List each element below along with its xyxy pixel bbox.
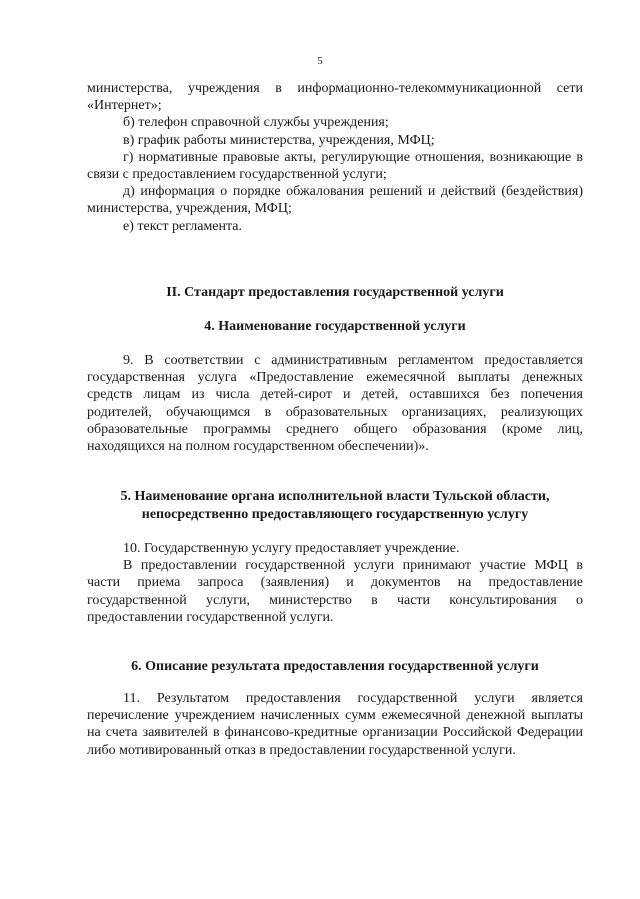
subsection-6-heading-wrap (87, 658, 583, 676)
list-item-v: в) график работы министерства, учреждения, МФЦ; (123, 132, 435, 148)
subsection-6-body (87, 690, 583, 759)
subsection-heading-6: 6. Описание результата предоставления государственной услуги (131, 659, 539, 674)
list-item-d: д) информация о порядке обжалования решений и действий (бездействия) министерства, учреждения, МФЦ; (87, 184, 583, 217)
subsection-heading-5-line1: 5. Наименование органа исполнительной власти Тульской области, (120, 489, 550, 504)
list-item-b: б) телефон справочной службы учреждения; (123, 115, 389, 131)
subsection-heading-5-line2: непосредственно предоставляющего государственную услугу (141, 507, 529, 522)
paragraph-10: 10. Государственную услугу предоставляет учреждение. (123, 541, 460, 556)
paragraph-11: 11. Результатом предоставления государственной услуги является перечисление учреждением начисленных сумм ежемесячной денежной выплаты на счета заявителей в финансово-кредитные организации Российской Федерации либо мотивированный отказ в предоставлении государственной услуги. (87, 691, 583, 758)
list-item-g: г) нормативные правовые акты, регулирующие отношения, возникающие в связи с предоставлением государственной услуги; (87, 149, 583, 183)
subsection-heading-4: 4. Наименование государственной услуги (204, 319, 466, 334)
section-ii-heading-wrap (87, 284, 583, 302)
subsection-5-heading-wrap (87, 488, 583, 524)
list-item-e: е) текст регламента. (123, 218, 243, 234)
page-number: 5 (317, 55, 323, 67)
intro-list (87, 80, 583, 235)
subsection-4-heading-wrap (87, 318, 583, 336)
subsection-4-body (87, 352, 583, 455)
section-heading: II. Стандарт предоставления государственной услуги (166, 285, 504, 300)
subsection-5-body (87, 540, 583, 626)
paragraph-10-continuation: В предоставлении государственной услуги принимают участие МФЦ в части приема запроса (заявления) и документов на предоставление государственной услуги, министерство в части консультирования о предоставлении государственной услуги. (87, 558, 583, 625)
intro-continuation: министерства, учреждения в информационно-телекоммуникационной сети «Интернет»; (87, 81, 583, 114)
paragraph-9: 9. В соответствии с административным регламентом предоставляется государственная услуга «Предоставление ежемесячной выплаты денежных средств лицам из числа детей-сирот и детей, оставшихся без попечения родителей, обучающимся в образовательных организациях, реализующих образовательные программы среднего общего образования (кроме лиц, находящихся на полном государственном обеспечении)». (87, 353, 583, 455)
